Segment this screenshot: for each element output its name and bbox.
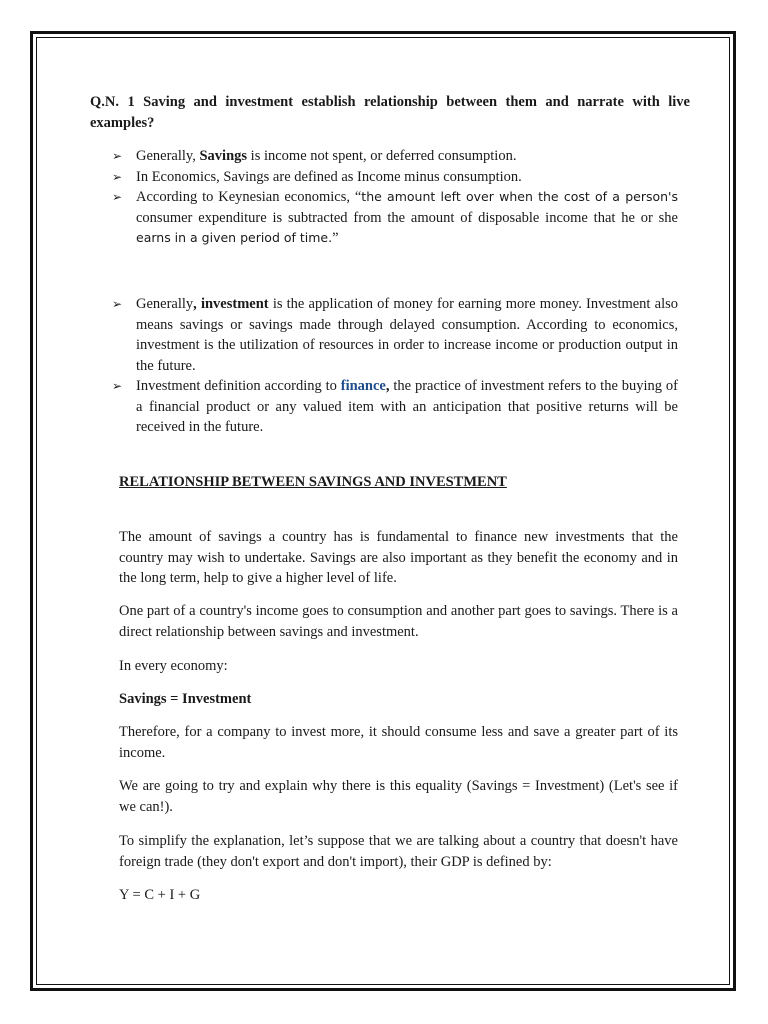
investment-term: , investment [193, 296, 269, 312]
list-item: ➢ Generally, investment is the application of money for earning more money. Investment also means savings or savings made through delayed consumption. According to economics, investment is the utilization of resources in order to increase income or production output in the future. [112, 296, 678, 374]
investment-bullet-list [112, 294, 678, 438]
list-item: ➢ Investment definition according to finance, the practice of investment refers to the buying of a financial product or any valued item with an anticipation that positive returns will be received in the future. [112, 378, 678, 435]
equation-gdp: Y = C + I + G [119, 887, 201, 903]
list-item: ➢ Generally, Savings is income not spent, or deferred consumption. [112, 146, 678, 167]
section-heading: RELATIONSHIP BETWEEN SAVINGS AND INVESTMENT [119, 474, 507, 490]
paragraph: To simplify the explanation, let’s suppose that we are talking about a country that doesn't have foreign trade (they don't export and don't import), their GDP is defined by: [119, 833, 678, 870]
keynesian-quote-part-b: earns in a given period of time. [136, 230, 333, 245]
savings-term: Savings [199, 148, 248, 164]
equation-savings-investment: Savings = Investment [119, 691, 252, 707]
paragraph: We are going to try and explain why there is this equality (Savings = Investment) (Let's see if we can!). [119, 778, 678, 815]
arrow-bullet-icon: ➢ [112, 379, 123, 393]
arrow-bullet-icon: ➢ [112, 169, 123, 184]
list-item: ➢ In Economics, Savings are defined as Income minus consumption. [112, 167, 678, 188]
arrow-bullet-icon: ➢ [112, 297, 123, 311]
paragraph: Therefore, for a company to invest more, it should consume less and save a greater part of its income. [119, 724, 678, 761]
keynesian-quote-part-a: the amount left over when the cost of a person's [361, 189, 678, 204]
savings-bullet-list [112, 146, 678, 249]
arrow-bullet-icon: ➢ [112, 149, 123, 163]
question-heading: Q.N. 1 Saving and investment establish relationship between them and narrate with live examples? [90, 94, 690, 131]
arrow-bullet-icon: ➢ [112, 190, 123, 204]
list-item: ➢ According to Keynesian economics, “the amount left over when the cost of a person's consumer expenditure is subtracted from the amount of disposable income that he or she earns in a given period of time.” [112, 189, 678, 246]
paragraph: In every economy: [119, 658, 228, 674]
finance-link[interactable]: finance [340, 378, 386, 394]
paragraph: One part of a country's income goes to consumption and another part goes to savings. There is a direct relationship between savings and investment. [119, 603, 678, 640]
paragraph: The amount of savings a country has is fundamental to finance new investments that the country may wish to undertake. Savings are also important as they benefit the economy and in the long term, help to give a higher level of life. [119, 529, 678, 586]
